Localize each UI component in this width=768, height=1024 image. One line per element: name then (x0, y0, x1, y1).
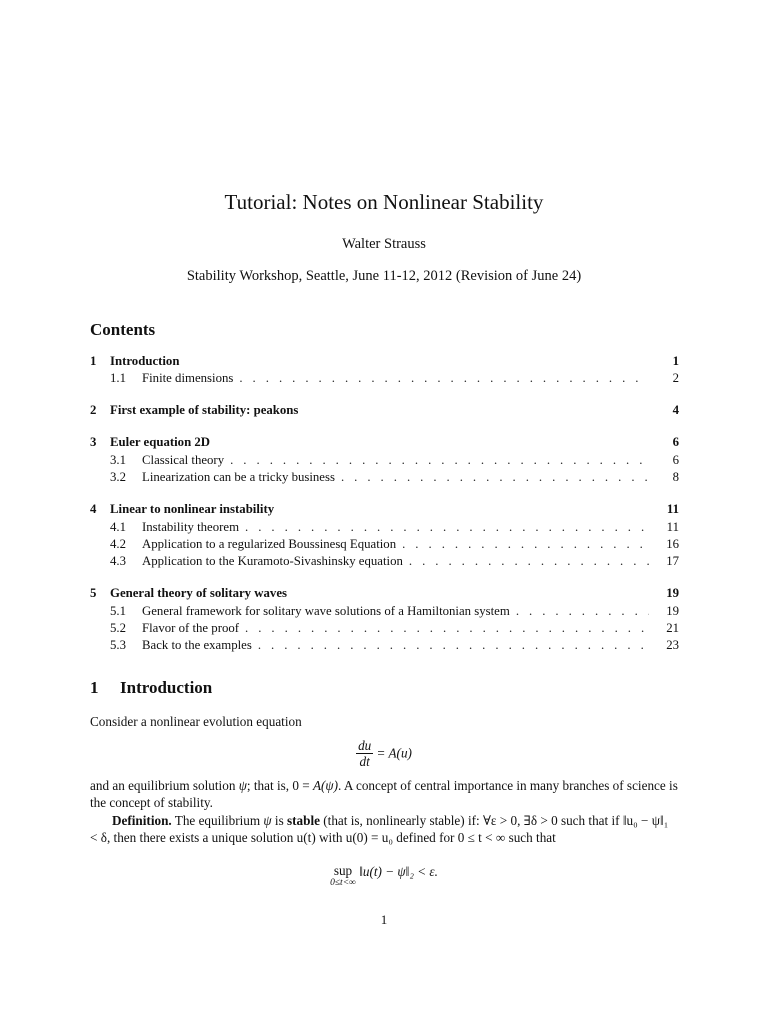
toc-title: Back to the examples (142, 638, 252, 653)
toc-title: General framework for solitary wave solutions of a Hamiltonian system (142, 603, 510, 618)
toc-subsection-5-3[interactable] (90, 638, 679, 655)
text: The equilibrium (171, 813, 264, 828)
fraction-numerator: du (358, 738, 372, 753)
toc-page: 6 (672, 452, 679, 467)
toc-title: First example of stability: peakons (110, 403, 299, 418)
toc-leader-dots (230, 453, 649, 468)
toc-page: 4 (672, 403, 679, 418)
toc-page: 16 (666, 536, 679, 551)
toc-page: 21 (666, 621, 679, 636)
toc-page: 19 (666, 586, 679, 601)
toc-leader-dots (245, 621, 649, 636)
paragraph-intro: Consider a nonlinear evolution equation (90, 714, 302, 729)
toc-page: 17 (666, 554, 679, 569)
section-title: Introduction (120, 678, 213, 697)
toc-section-2[interactable] (90, 403, 679, 420)
toc-number: 1.1 (110, 371, 126, 386)
toc-number: 4 (90, 502, 97, 517)
toc-number: 3 (90, 435, 97, 450)
toc-page: 2 (672, 371, 679, 386)
toc-leader-dots (402, 537, 649, 552)
toc-number: 4.2 (110, 536, 126, 551)
toc-title: Classical theory (142, 452, 225, 467)
toc-subsection-3-1[interactable] (90, 453, 679, 470)
toc-leader-dots (245, 520, 649, 535)
section-number: 1 (90, 678, 99, 697)
equation-rhs: = A(u) (376, 745, 412, 761)
toc-page: 23 (666, 638, 679, 653)
toc-section-5[interactable] (90, 586, 679, 603)
math-psi: ψ (238, 778, 247, 793)
toc-subsection-3-2[interactable] (90, 470, 679, 487)
toc-number: 4.1 (110, 519, 126, 534)
toc-leader-dots (341, 470, 649, 485)
text: . A concept of central importance in many branches of science is the concept of stability. (90, 778, 678, 810)
text: ; that is, 0 = (246, 778, 313, 793)
paragraph-definition (90, 812, 679, 846)
toc-title: Finite dimensions (142, 371, 234, 386)
toc-subsection-5-2[interactable] (90, 621, 679, 638)
toc-leader-dots (516, 604, 649, 619)
toc-section-1[interactable] (90, 354, 679, 371)
toc-title: Euler equation 2D (110, 435, 211, 450)
definition-label: Definition. (112, 813, 172, 828)
sup-operator (330, 864, 356, 890)
equation-evolution (0, 738, 768, 769)
toc-leader-dots (258, 638, 649, 653)
toc-section-4[interactable] (90, 502, 679, 519)
toc-page: 1 (672, 354, 679, 368)
toc-leader-dots (409, 554, 649, 569)
toc-subsection-4-3[interactable] (90, 554, 679, 571)
paper-title: Tutorial: Notes on Nonlinear Stability (224, 190, 544, 214)
fraction (356, 738, 373, 769)
toc-page: 6 (672, 435, 679, 450)
page-number: 1 (380, 912, 388, 927)
table-of-contents (90, 354, 679, 656)
toc-number: 3.1 (110, 452, 126, 467)
toc-title: Linearization can be a tricky business (142, 470, 335, 485)
toc-page: 11 (666, 519, 679, 534)
toc-title: Flavor of the proof (142, 621, 240, 636)
math-psi: ψ (263, 813, 272, 828)
toc-page: 8 (672, 470, 679, 485)
toc-section-3[interactable] (90, 435, 679, 452)
toc-title: Application to the Kuramoto-Sivashinsky equation (142, 554, 403, 569)
math-a-psi: A(ψ) (312, 778, 339, 793)
sup-text: sup (333, 863, 353, 878)
toc-title: Linear to nonlinear instability (110, 502, 275, 517)
contents-heading: Contents (90, 320, 156, 339)
venue-line: Stability Workshop, Seattle, June 11-12, 2012 (Revision of June 24) (186, 268, 582, 284)
author-name: Walter Strauss (342, 236, 426, 252)
text: (that is, nonlinearly stable) if: ∀ε > 0, ∃δ > 0 such that if ‖u₀ − ψ‖₁ < δ, then there exists a unique solution u(t) with u(0) = u₀ defined for 0 ≤ t < ∞ such that (90, 813, 669, 845)
toc-page: 19 (666, 603, 679, 618)
toc-subsection-5-1[interactable] (90, 604, 679, 621)
toc-number: 2 (90, 403, 97, 418)
toc-number: 4.3 (110, 554, 126, 569)
section-heading (90, 678, 212, 698)
sup-subscript: 0≤t<∞ (330, 878, 356, 888)
toc-subsection-4-1[interactable] (90, 520, 679, 537)
text: and an equilibrium solution (90, 778, 239, 793)
toc-subsection-4-2[interactable] (90, 537, 679, 554)
toc-title: Instability theorem (142, 519, 240, 534)
equation-stability (0, 864, 768, 890)
toc-number: 5.3 (110, 638, 126, 653)
toc-leader-dots (239, 371, 649, 386)
toc-subsection-1-1[interactable] (90, 371, 679, 388)
toc-number: 5.2 (110, 621, 126, 636)
toc-title: General theory of solitary waves (110, 586, 287, 601)
stable-term: stable (287, 813, 320, 828)
toc-title: Introduction (110, 354, 180, 368)
fraction-denominator: dt (359, 754, 370, 769)
toc-number: 5.1 (110, 603, 126, 618)
paragraph-equilibrium (90, 777, 679, 811)
toc-title: Application to a regularized Boussinesq Equation (142, 536, 397, 551)
toc-number: 1 (90, 354, 97, 368)
toc-page: 11 (666, 502, 679, 517)
toc-number: 3.2 (110, 470, 126, 485)
equation-norm: ‖u(t) − ψ‖₂ < ε. (359, 864, 438, 879)
text: is (271, 813, 288, 828)
toc-number: 5 (90, 586, 97, 601)
